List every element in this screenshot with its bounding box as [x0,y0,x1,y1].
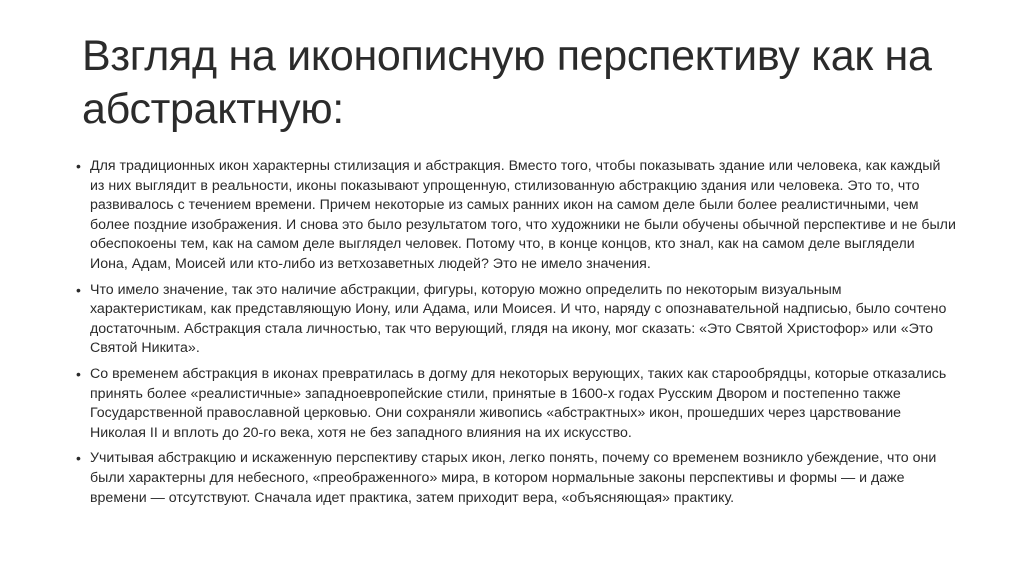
bullet-marker: • [76,281,81,298]
bullet-item-1 [76,157,956,275]
bullet-marker: • [76,158,81,174]
bullet-text-1: Для традиционных икон характерны стилизация и абстракция. Вместо того, чтобы показывать здание или человека, как каждый из них выглядит в реальности, иконы показывают упрощенную, стилизованную абстракцию здания или человека. Это то, что развивалось с течением времени. Причем некоторые из самых ранних икон на самом деле были более реалистичными, чем более поздние изображения. И снова это было результатом того, что художники не были обучены обычной перспективе и не были обеспокоены тем, как на самом деле выглядел человек. Потому что, в конце концов, кто знал, как на самом деле выглядели Иона, Адам, Моисей или кто-либо из ветхозаветных людей? Это не имело значения. [90,158,956,272]
bullet-text-2: Что имело значение, так это наличие абстракции, фигуры, которую можно определить по некоторым визуальным характеристикам, как представляющую Иону, или Адама, или Моисея. И что, наряду с опознавательной надписью, было сочтено достаточным. Абстракция стала личностью, так что верующий, глядя на икону, мог сказать: «Это Святой Христофор» или «Это Святой Никита». [90,281,947,357]
bullet-item-2 [76,281,956,359]
bullet-item-3 [76,365,956,443]
bullet-list [76,157,956,514]
bullet-marker: • [76,365,81,382]
slide-title: Взгляд на иконописную перспективу как на абстрактную: [82,32,932,133]
bullet-item-4 [76,449,956,508]
bullet-text-3: Со временем абстракция в иконах превратилась в догму для некоторых верующих, таких как старообрядцы, которые отказались принять более «реалистичные» западноевропейские стили, принятые в 1600-х годах Русским Двором и постепенно также Государственной православной церковью. Они сохраняли живопись «абстрактных» икон, прошедших через царствование Николая II и вплоть до 20-го века, хотя не без западного влияния на их искусство. [90,365,947,441]
bullet-marker: • [76,450,81,467]
bullet-text-4: Учитывая абстракцию и искаженную перспективу старых икон, легко понять, почему со временем возникло убеждение, что они были характерны для небесного, «преображенного» мира, в котором нормальные законы перспективы и формы — и даже времени — отсутствуют. Сначала идет практика, затем приходит вера, «объясняющая» практику. [90,450,937,506]
